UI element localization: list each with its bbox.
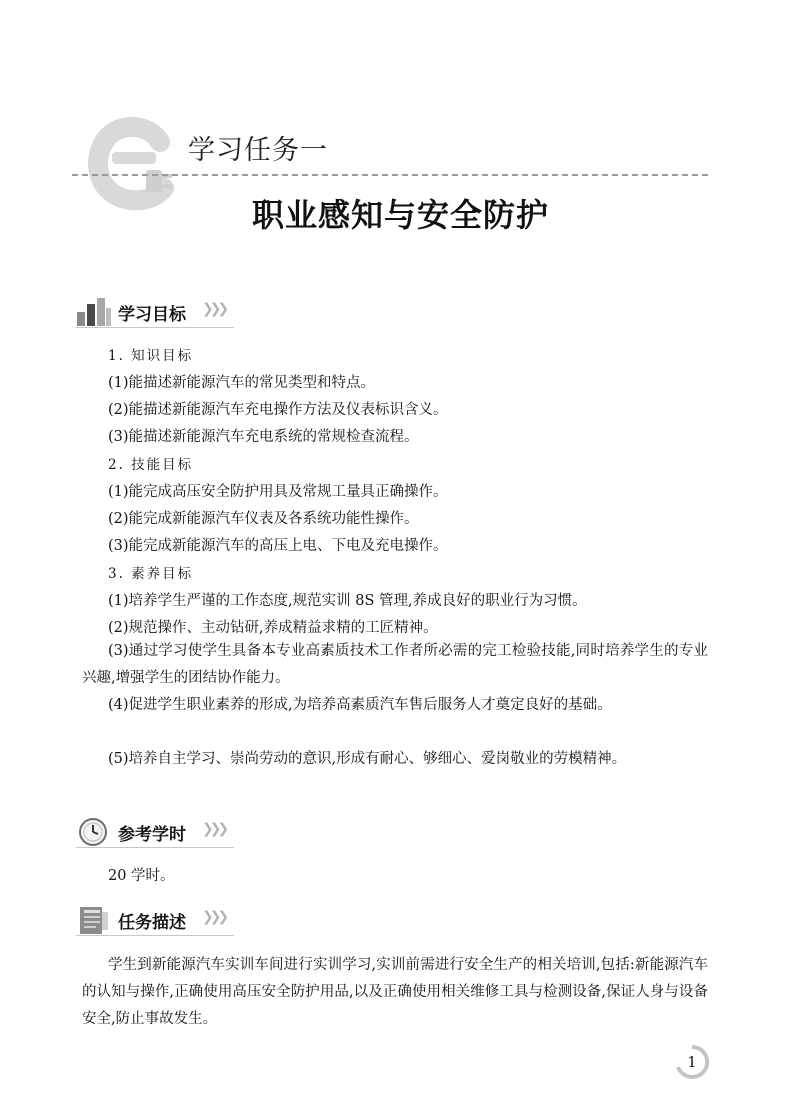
list-item: (5)培养自主学习、崇尚劳动的意识,形成有耐心、够细心、爱岗敬业的劳模精神。	[108, 751, 627, 767]
chevrons-icon: ❯❯❯	[202, 821, 226, 837]
subheading-literacy: 3. 素养目标	[108, 566, 194, 582]
list-item: (2)能完成新能源汽车仪表及各系统功能性操作。	[108, 511, 419, 527]
notebook-icon	[76, 904, 112, 936]
chevrons-icon: ❯❯❯	[202, 301, 226, 317]
list-item: (4)促进学生职业素养的形成,为培养高素质汽车售后服务人才奠定良好的基础。	[108, 697, 612, 713]
task-label: 学习任务一	[188, 135, 328, 166]
section-heading-objectives	[76, 296, 234, 328]
list-item: (3)通过学习使学生具备本专业高素质技术工作者所必需的完工检验技能,同时培养学生的专业兴趣,增强学生的团结协作能力。	[82, 643, 708, 686]
plug-logo-icon	[82, 112, 182, 212]
subheading-knowledge: 1. 知识目标	[108, 348, 194, 364]
list-item: (1)能描述新能源汽车的常见类型和特点。	[108, 375, 376, 391]
list-item: (1)培养学生严谨的工作态度,规范实训 8S 管理,养成良好的职业行为习惯。	[108, 593, 587, 609]
chevrons-icon: ❯❯❯	[202, 909, 226, 925]
header-divider	[72, 174, 708, 176]
list-item: (3)能描述新能源汽车充电系统的常规检查流程。	[108, 429, 419, 445]
section-title: 参考学时	[118, 825, 186, 845]
section-title: 任务描述	[118, 913, 186, 933]
list-item: (3)能完成新能源汽车的高压上电、下电及充电操作。	[108, 538, 448, 554]
description-text: 学生到新能源汽车实训车间进行实训学习,实训前需进行安全生产的相关培训,包括:新能源汽车的认知与操作,正确使用高压安全防护用品,以及正确使用相关维修工具与检测设备,保证人身与设备安全,防止事故发生。	[82, 957, 708, 1027]
page-number-badge	[674, 1044, 710, 1080]
list-item: (2)规范操作、主动钻研,养成精益求精的工匠精神。	[108, 620, 438, 636]
section-title: 学习目标	[118, 305, 186, 325]
page-number: 1	[687, 1053, 697, 1071]
subheading-skills: 2. 技能目标	[108, 457, 194, 473]
hours-text: 20 学时。	[108, 868, 175, 884]
section-heading-description	[76, 904, 234, 936]
books-icon	[76, 296, 112, 328]
list-item: (1)能完成高压安全防护用具及常规工量具正确操作。	[108, 484, 448, 500]
section-heading-hours	[76, 816, 234, 848]
list-item: (2)能描述新能源汽车充电操作方法及仪表标识含义。	[108, 402, 448, 418]
clock-icon	[76, 816, 112, 848]
page-title: 职业感知与安全防护	[252, 196, 550, 234]
